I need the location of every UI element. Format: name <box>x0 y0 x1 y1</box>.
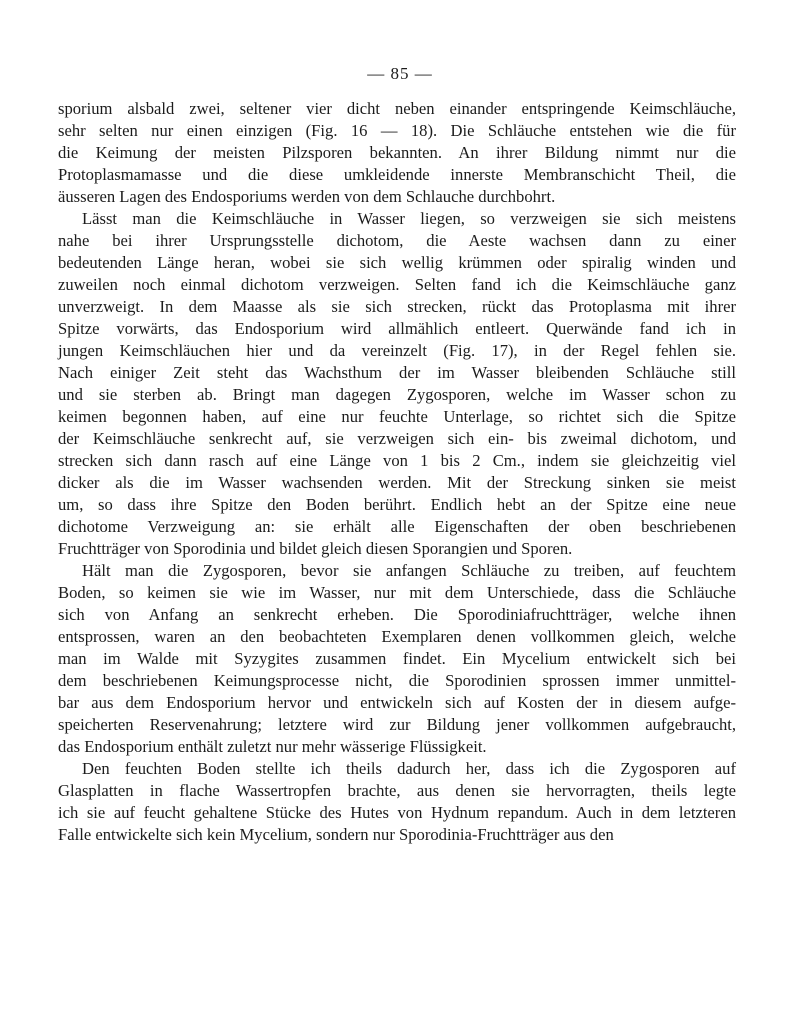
text-line: sporium alsbald zwei, seltener vier dicht neben einander entspringende Keimschläuche, <box>58 99 736 118</box>
text-line: zuweilen noch einmal dichotom verzweigen. Selten fand ich die Keimschläuche ganz <box>58 275 736 294</box>
text-line: jungen Keimschläuchen hier und da vereinzelt (Fig. 17), in der Regel fehlen sie. <box>58 341 736 360</box>
text-line: Den feuchten Boden stellte ich theils dadurch her, dass ich die Zygosporen auf <box>82 759 736 778</box>
text-line: um, so dass ihre Spitze den Boden berührt. Endlich hebt an der Spitze eine neue <box>58 495 736 514</box>
text-line: sehr selten nur einen einzigen (Fig. 16 — 18). Die Schläuche entstehen wie die für <box>58 121 736 140</box>
text-line: Glasplatten in flache Wassertropfen brachte, aus denen sie hervorragten, theils legte <box>58 781 736 800</box>
page-number: — 85 — <box>367 64 433 83</box>
text-line: strecken sich dann rasch auf eine Länge von 1 bis 2 Cm., indem sie gleichzeitig viel <box>58 451 736 470</box>
text-line: Fruchtträger von Sporodinia und bildet gleich diesen Sporangien und Sporen. <box>58 539 573 558</box>
text-line: man im Walde mit Syzygites zusammen findet. Ein Mycelium entwickelt sich bei <box>58 649 736 668</box>
text-line: Boden, so keimen sie wie im Wasser, nur mit dem Unterschiede, dass die Schläuche <box>58 583 736 602</box>
text-line: bar aus dem Endosporium hervor und entwickeln sich auf Kosten der in diesem aufge- <box>58 693 736 712</box>
text-line: der Keimschläuche senkrecht auf, sie verzweigen sich ein- bis zweimal dichotom, und <box>58 429 736 448</box>
text-line: dicker als die im Wasser wachsenden werden. Mit der Streckung sinken sie meist <box>58 473 736 492</box>
text-line: nahe bei ihrer Ursprungsstelle dichotom, die Aeste wachsen dann zu einer <box>58 231 736 250</box>
text-line: Falle entwickelte sich kein Mycelium, sondern nur Sporodinia-Fruchtträger aus den <box>58 825 614 844</box>
text-line: bedeutenden Länge heran, wobei sie sich wellig krümmen oder spiralig winden und <box>58 253 736 272</box>
text-line: Protoplasmamasse und die diese umkleidende innerste Membranschicht Theil, die <box>58 165 736 184</box>
text-line: keimen begonnen haben, auf eine nur feuchte Unterlage, so richtet sich die Spitze <box>58 407 736 426</box>
text-line: das Endosporium enthält zuletzt nur mehr wässerige Flüssigkeit. <box>58 737 487 756</box>
text-line: entsprossen, waren an den beobachteten Exemplaren denen vollkommen gleich, welche <box>58 627 736 646</box>
text-line: Spitze vorwärts, das Endosporium wird allmählich entleert. Querwände fand ich in <box>58 319 736 338</box>
text-line: sich von Anfang an senkrecht erheben. Die Sporodiniafruchtträger, welche ihnen <box>58 605 736 624</box>
text-line: Lässt man die Keimschläuche in Wasser liegen, so verzweigen sie sich meistens <box>82 209 736 228</box>
text-line: unverzweigt. In dem Maasse als sie sich strecken, rückt das Protoplasma mit ihrer <box>58 297 736 316</box>
text-line: Nach einiger Zeit steht das Wachsthum der im Wasser bleibenden Schläuche still <box>58 363 736 382</box>
text-line: ich sie auf feucht gehaltene Stücke des Hutes von Hydnum repandum. Auch in dem letzteren <box>58 803 736 822</box>
text-line: äusseren Lagen des Endosporiums werden von dem Schlauche durchbohrt. <box>58 187 556 206</box>
text-line: die Keimung der meisten Pilzsporen bekannten. An ihrer Bildung nimmt nur die <box>58 143 736 162</box>
text-line: dichotome Verzweigung an: sie erhält alle Eigenschaften der oben beschriebenen <box>58 517 736 536</box>
text-line: speicherten Reservenahrung; letztere wird zur Bildung jener vollkommen aufgebraucht, <box>58 715 736 734</box>
text-line: und sie sterben ab. Bringt man dagegen Zygosporen, welche im Wasser schon zu <box>58 385 736 404</box>
text-line: Hält man die Zygosporen, bevor sie anfangen Schläuche zu treiben, auf feuchtem <box>82 561 736 580</box>
text-line: dem beschriebenen Keimungsprocesse nicht, die Sporodinien sprossen immer unmittel- <box>58 671 736 690</box>
